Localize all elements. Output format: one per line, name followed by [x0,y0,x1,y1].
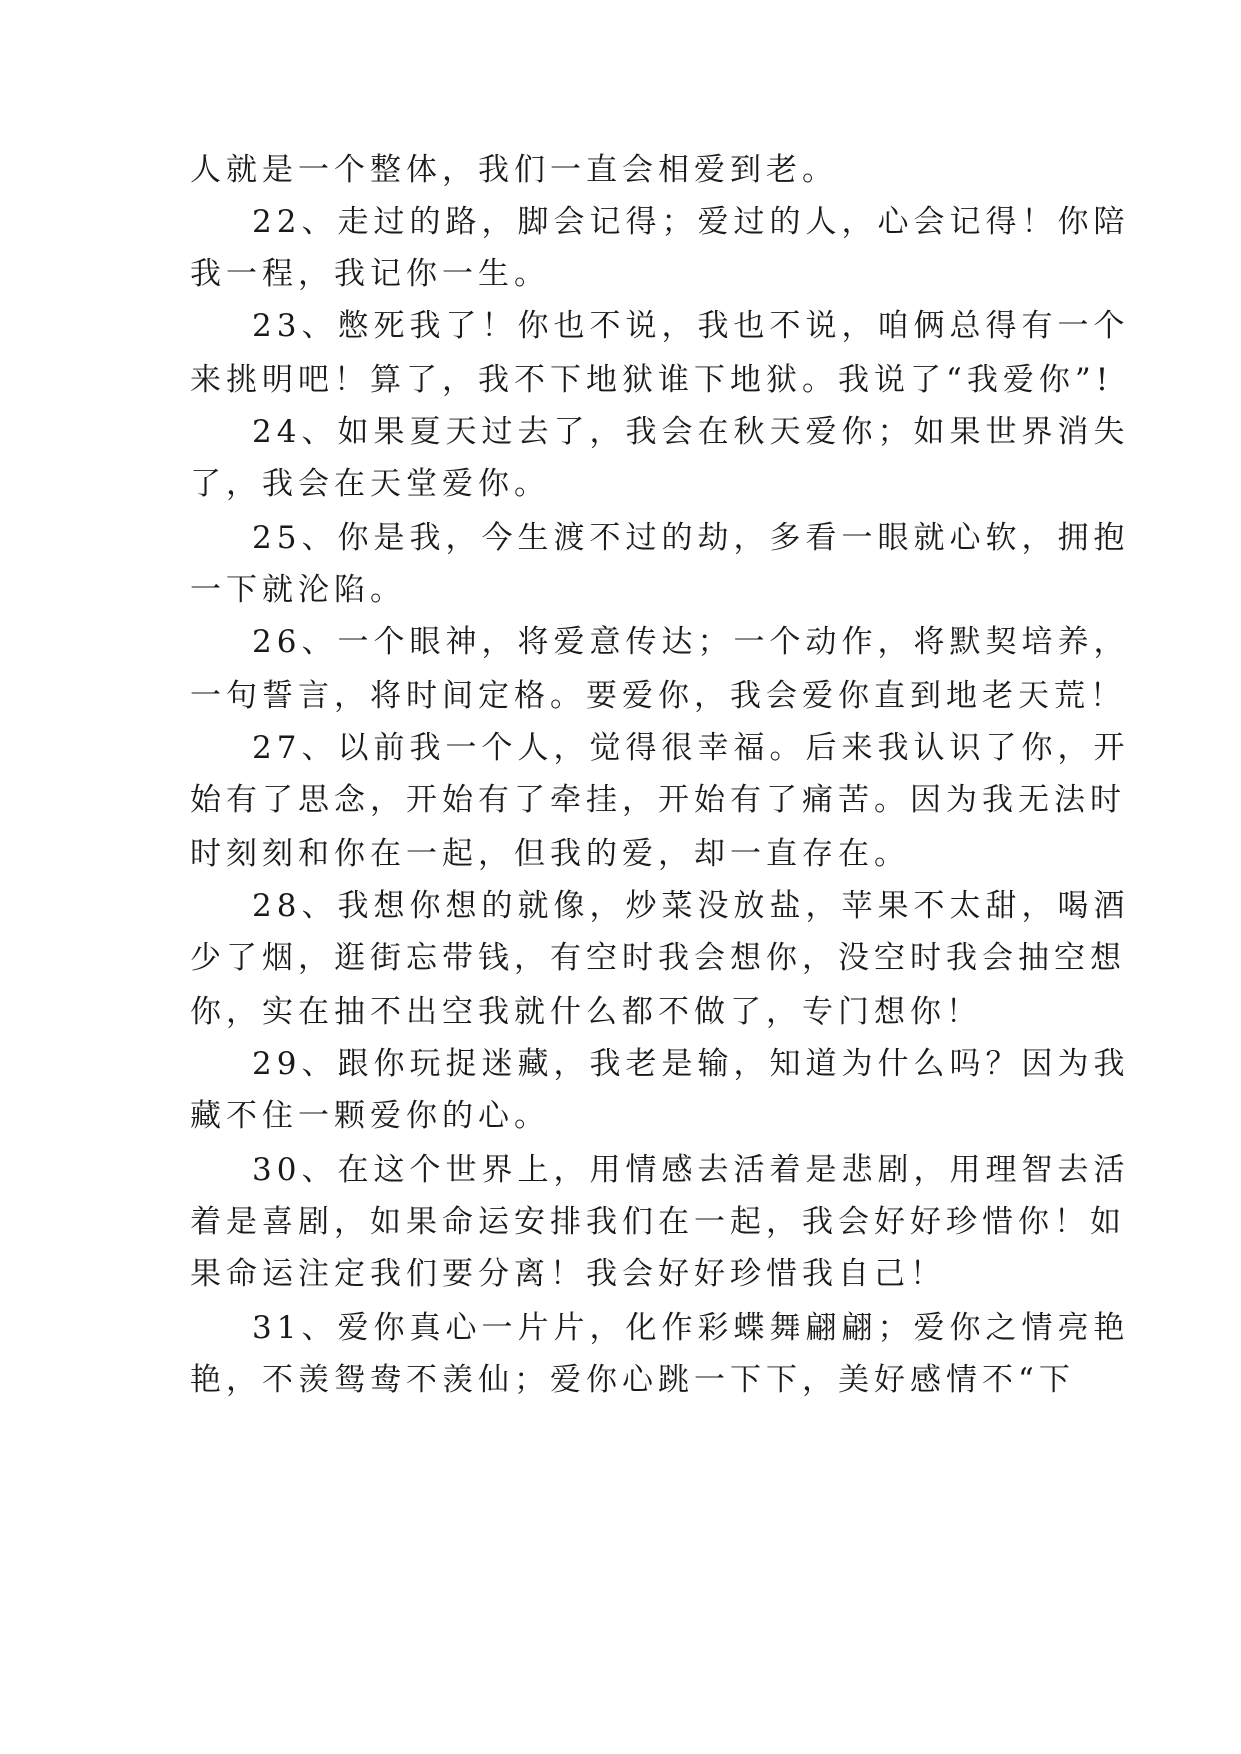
text-line: 了，我会在天堂爱你。 [190,466,550,502]
text-line: 来挑明吧！算了，我不下地狱谁下地狱。我说了“我爱你”! [190,362,1114,398]
text-line: 我一程，我记你一生。 [190,256,550,292]
text-line: 一句誓言，将时间定格。要爱你，我会爱你直到地老天荒！ [190,678,1126,714]
text-line: 31、爱你真心一片片，化作彩蝶舞翩翩；爱你之情亮艳 [252,1310,1130,1346]
text-line: 29、跟你玩捉迷藏，我老是输，知道为什么吗？因为我 [252,1046,1130,1082]
text-line: 27、以前我一个人，觉得很幸福。后来我认识了你，开 [252,730,1130,766]
text-line: 26、一个眼神，将爱意传达；一个动作，将默契培养， [252,624,1130,660]
text-line: 始有了思念，开始有了牵挂，开始有了痛苦。因为我无法时 [190,782,1126,818]
text-line: 你，实在抽不出空我就什么都不做了，专门想你！ [190,994,982,1030]
text-line: 艳，不羡鸳鸯不羡仙；爱你心跳一下下，美好感情不“下 [190,1362,1075,1398]
text-line: 少了烟，逛街忘带钱，有空时我会想你，没空时我会抽空想 [190,940,1126,976]
text-line: 藏不住一颗爱你的心。 [190,1098,550,1134]
text-line: 23、憋死我了！你也不说，我也不说，咱俩总得有一个 [252,308,1130,344]
text-line: 28、我想你想的就像，炒菜没放盐，苹果不太甜，喝酒 [252,888,1130,924]
text-line: 果命运注定我们要分离！我会好好珍惜我自己！ [190,1256,946,1292]
text-line: 着是喜剧，如果命运安排我们在一起，我会好好珍惜你！如 [190,1204,1126,1240]
text-line: 22、走过的路，脚会记得；爱过的人，心会记得！你陪 [252,204,1130,240]
text-line: 24、如果夏天过去了，我会在秋天爱你；如果世界消失 [252,414,1130,450]
text-line: 25、你是我，今生渡不过的劫，多看一眼就心软，拥抱 [252,520,1130,556]
text-line: 30、在这个世界上，用情感去活着是悲剧，用理智去活 [252,1152,1130,1188]
text-line: 一下就沦陷。 [190,572,406,608]
text-line: 时刻刻和你在一起，但我的爱，却一直存在。 [190,836,910,872]
text-line: 人就是一个整体，我们一直会相爱到老。 [190,152,838,188]
